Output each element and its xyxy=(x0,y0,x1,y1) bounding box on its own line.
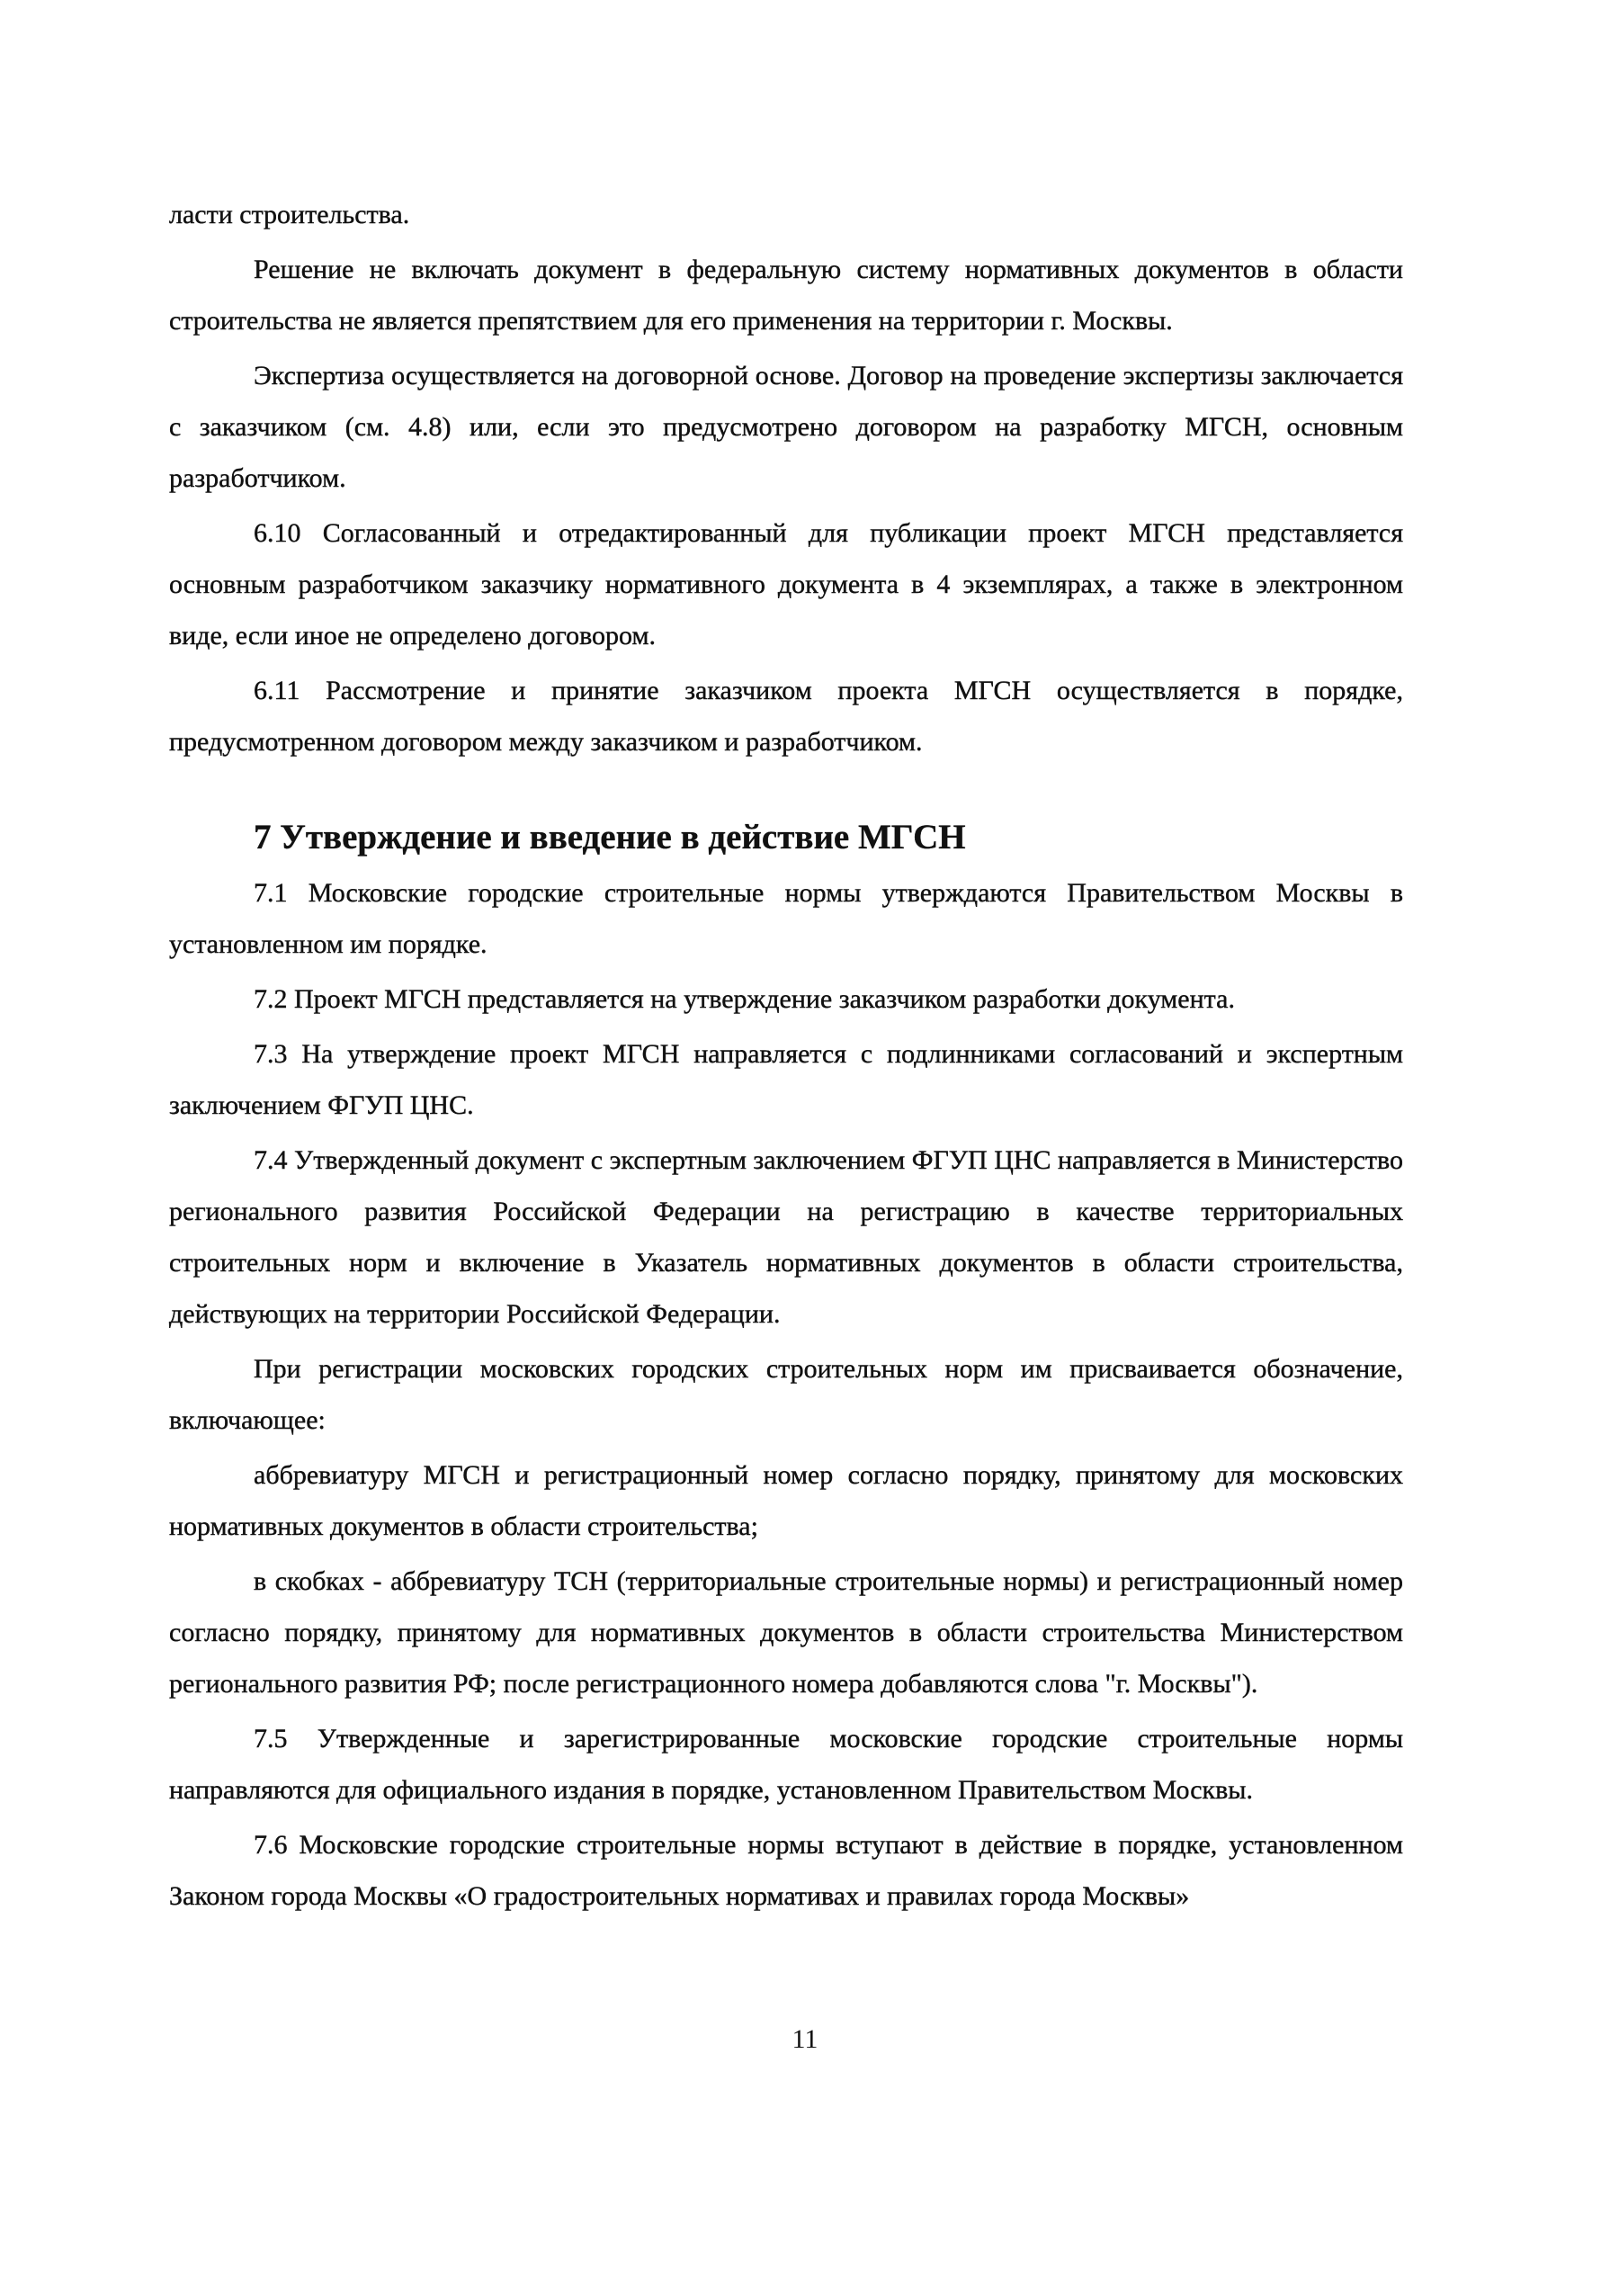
document-page xyxy=(169,189,1403,1922)
paragraph-7-2: 7.2 Проект МГСН представляется на утверждение заказчиком разработки документа. xyxy=(254,984,1235,1014)
paragraph-abbreviation: аббревиатуру МГСН и регистрационный номер согласно порядку, принятому для московских нормативных документов в области строительства; xyxy=(169,1460,1403,1541)
paragraph-7-4: 7.4 Утвержденный документ с экспертным заключением ФГУП ЦНС направляется в Министерство регионального развития Российской Федерации на регистрацию в качестве территориальных строительных норм и включение в Указатель нормативных документов в области строительства, действующих на территории Российской Федерации. xyxy=(169,1145,1403,1329)
paragraph-7-5: 7.5 Утвержденные и зарегистрированные московские городские строительные нормы направляются для официального издания в порядке, установленном Правительством Москвы. xyxy=(169,1724,1403,1805)
paragraph-decision: Решение не включать документ в федеральную систему нормативных документов в области строительства не является препятствием для его применения на территории г. Москвы. xyxy=(169,255,1403,336)
section-heading: 7 Утверждение и введение в действие МГСН xyxy=(254,818,966,857)
paragraph-expertise: Экспертиза осуществляется на договорной основе. Договор на проведение экспертизы заключается с заказчиком (см. 4.8) или, если это предусмотрено договором на разработку МГСН, основным разработчиком. xyxy=(169,361,1403,493)
paragraph-7-1: 7.1 Московские городские строительные нормы утверждаются Правительством Москвы в установленном им порядке. xyxy=(169,878,1403,959)
paragraph-registration: При регистрации московских городских строительных норм им присваивается обозначение, включающее: xyxy=(169,1354,1403,1435)
paragraph-brackets: в скобках - аббревиатуру ТСН (территориальные строительные нормы) и регистрационный номер согласно порядку, принятому для нормативных документов в области строительства Министерством регионального развития РФ; после регистрационного номера добавляются слова "г. Москвы"). xyxy=(169,1566,1403,1699)
paragraph-6-10: 6.10 Согласованный и отредактированный для публикации проект МГСН представляется основным разработчиком заказчику нормативного документа в 4 экземплярах, а также в электронном виде, если иное не определено договором. xyxy=(169,518,1403,650)
paragraph-7-3: 7.3 На утверждение проект МГСН направляется с подлинниками согласований и экспертным заключением ФГУП ЦНС. xyxy=(169,1039,1403,1120)
paragraph-6-11: 6.11 Рассмотрение и принятие заказчиком проекта МГСН осуществляется в порядке, предусмотренном договором между заказчиком и разработчиком. xyxy=(169,676,1403,757)
page-number: 11 xyxy=(792,2024,818,2054)
paragraph-continuation: ласти строительства. xyxy=(169,200,410,229)
paragraph-7-6: 7.6 Московские городские строительные нормы вступают в действие в порядке, установленном Законом города Москвы «О градостроительных нормативах и правилах города Москвы» xyxy=(169,1830,1403,1911)
